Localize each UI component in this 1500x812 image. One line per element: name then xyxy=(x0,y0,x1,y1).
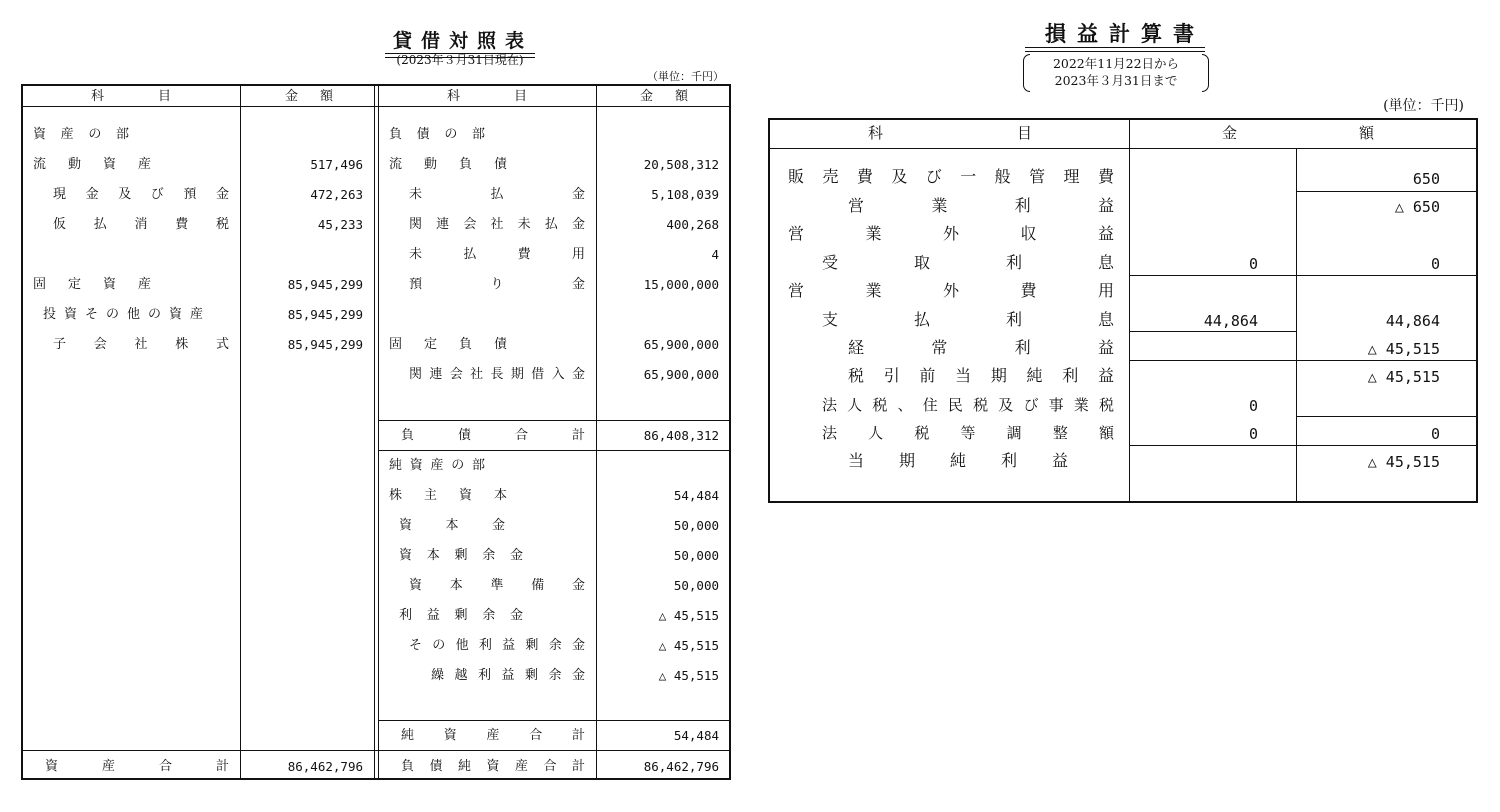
sga-total: 650 xyxy=(1412,170,1440,188)
capital-stock-label: 資本金 xyxy=(399,518,505,533)
income-statement-table xyxy=(768,118,1478,503)
affiliate-payable-amount: 400,268 xyxy=(666,217,719,232)
period-from: 2022年11月22日から xyxy=(1052,56,1180,71)
assets-total-label: 資産合計 xyxy=(45,759,229,774)
operating-income-total: △ 650 xyxy=(1394,198,1440,216)
capital-surplus-label: 資本剰余金 xyxy=(399,548,523,563)
income-taxes-label: 法人税、住民税及び事業税 xyxy=(822,396,1114,414)
pl-rule xyxy=(1129,445,1476,446)
bs-col-divider xyxy=(596,86,597,778)
subsidiary-shares-label: 子会社株式 xyxy=(53,337,229,352)
bs-header-rule xyxy=(23,106,729,107)
income-taxes-sub: 0 xyxy=(1248,397,1258,415)
current-assets-amount: 517,496 xyxy=(310,157,363,172)
fixed-assets-label: 固定資産 xyxy=(33,277,151,292)
other-retained-earnings-amount: △ 45,515 xyxy=(658,638,719,653)
pl-rule xyxy=(1296,191,1476,192)
other-retained-earnings-label: その他利益剰余金 xyxy=(409,638,585,653)
sga-label: 販売費及び一般管理費 xyxy=(788,167,1114,186)
income-statement-title: 損益計算書 xyxy=(1020,18,1210,48)
period-to: 2023年３月31日まで xyxy=(1054,73,1178,88)
accounts-payable-amount: 5,108,039 xyxy=(651,187,719,202)
investments-other-assets-amount: 85,945,299 xyxy=(287,307,363,322)
fixed-liabilities-label: 固定負債 xyxy=(389,337,507,352)
shareholders-equity-label: 株主資本 xyxy=(389,488,507,503)
bs-rule xyxy=(378,450,729,451)
bs-col-divider xyxy=(240,86,241,778)
balance-sheet-table xyxy=(21,84,731,780)
interest-received-total: 0 xyxy=(1430,255,1440,273)
pl-col-divider xyxy=(1296,148,1297,501)
affiliate-long-term-loan-amount: 65,900,000 xyxy=(643,367,719,382)
retained-earnings-carried-label: 繰越利益剰余金 xyxy=(431,668,585,683)
pl-header-subject: 科目 xyxy=(868,124,1032,142)
interest-received-label: 受取利息 xyxy=(822,253,1114,272)
bs-header-subject: 科目 xyxy=(91,89,171,104)
accounts-payable-label: 未払金 xyxy=(409,187,585,202)
liabilities-total-label: 負債合計 xyxy=(401,428,585,443)
tax-adjustment-total: 0 xyxy=(1430,425,1440,443)
income-statement-period xyxy=(1023,54,1209,90)
pl-header-rule xyxy=(770,148,1476,149)
subsidiary-shares-amount: 85,945,299 xyxy=(287,337,363,352)
current-assets-label: 流動資産 xyxy=(33,157,151,172)
capital-surplus-amount: 50,000 xyxy=(673,548,719,563)
right-bracket xyxy=(1202,54,1209,92)
interest-received-sub: 0 xyxy=(1248,255,1258,273)
interest-paid-total: 44,864 xyxy=(1385,312,1440,330)
pl-header-amount-2: 額 xyxy=(1359,124,1375,142)
left-bracket xyxy=(1023,54,1030,92)
bs-rule xyxy=(378,420,729,421)
bs-rule xyxy=(378,720,729,721)
deposits-received-label: 預り金 xyxy=(409,277,585,292)
accrued-expenses-amount: 4 xyxy=(711,247,719,262)
capital-reserve-label: 資本準備金 xyxy=(409,578,585,593)
bs-col-divider xyxy=(378,86,379,778)
pretax-income-label: 税引前当期純利益 xyxy=(848,366,1114,385)
investments-other-assets-label: 投資その他の資産 xyxy=(43,307,203,322)
bs-rule xyxy=(23,750,729,751)
pl-col-divider xyxy=(1129,120,1130,501)
tax-adjustment-label: 法人税等調整額 xyxy=(822,424,1114,442)
operating-income-label: 営業利益 xyxy=(848,196,1114,215)
balance-sheet-unit: （単位：千円） xyxy=(647,70,724,83)
capital-reserve-amount: 50,000 xyxy=(673,578,719,593)
non-operating-income-label: 営業外収益 xyxy=(788,224,1114,243)
pretax-income-total: △ 45,515 xyxy=(1367,368,1440,386)
net-assets-section-label: 純資産の部 xyxy=(389,458,485,473)
retained-earnings-label: 利益剰余金 xyxy=(399,608,523,623)
pl-header-amount-1: 金 xyxy=(1222,124,1238,142)
ordinary-income-total: △ 45,515 xyxy=(1367,340,1440,358)
current-liabilities-amount: 20,508,312 xyxy=(643,157,719,172)
bs-header-amount: 金額 xyxy=(640,89,688,104)
assets-section-label: 資産の部 xyxy=(33,127,129,142)
retained-earnings-carried-amount: △ 45,515 xyxy=(658,668,719,683)
cash-deposits-label: 現金及び預金 xyxy=(53,187,229,202)
balance-sheet-title: 貸借対照表 xyxy=(20,26,900,53)
deposits-received-amount: 15,000,000 xyxy=(643,277,719,292)
retained-earnings-amount: △ 45,515 xyxy=(658,608,719,623)
net-income-label: 当期純利益 xyxy=(848,451,1068,470)
non-operating-expenses-label: 営業外費用 xyxy=(788,281,1114,300)
accrued-expenses-label: 未払費用 xyxy=(409,247,585,262)
balance-sheet-date: (2023年３月31日現在) xyxy=(396,53,524,67)
cash-deposits-amount: 472,263 xyxy=(310,187,363,202)
net-assets-total-amount: 54,484 xyxy=(673,728,719,743)
pl-rule xyxy=(1129,331,1296,332)
net-income-total: △ 45,515 xyxy=(1367,453,1440,471)
bs-col-divider xyxy=(374,86,375,778)
liabilities-total-amount: 86,408,312 xyxy=(643,428,719,443)
fixed-liabilities-amount: 65,900,000 xyxy=(643,337,719,352)
pl-rule xyxy=(1296,416,1476,417)
liabilities-section-label: 負債の部 xyxy=(389,127,485,142)
income-statement-unit: (単位：千円) xyxy=(1383,98,1464,114)
tax-adjustment-sub: 0 xyxy=(1248,425,1258,443)
prepaid-consumption-tax-amount: 45,233 xyxy=(317,217,363,232)
bs-header-subject: 科目 xyxy=(447,89,527,104)
prepaid-consumption-tax-label: 仮払消費税 xyxy=(53,217,229,232)
fixed-assets-amount: 85,945,299 xyxy=(287,277,363,292)
interest-paid-sub: 44,864 xyxy=(1203,312,1258,330)
bs-header-amount: 金額 xyxy=(285,89,333,104)
liab-net-total-amount: 86,462,796 xyxy=(643,759,719,774)
pl-rule xyxy=(1129,275,1476,276)
shareholders-equity-amount: 54,484 xyxy=(673,488,719,503)
interest-paid-label: 支払利息 xyxy=(822,310,1114,329)
pl-rule xyxy=(1129,360,1476,361)
ordinary-income-label: 経常利益 xyxy=(848,338,1114,357)
affiliate-long-term-loan-label: 関連会社長期借入金 xyxy=(409,367,585,382)
net-assets-total-label: 純資産合計 xyxy=(401,728,585,743)
capital-stock-amount: 50,000 xyxy=(673,518,719,533)
assets-total-amount: 86,462,796 xyxy=(287,759,363,774)
liab-net-total-label: 負債純資産合計 xyxy=(401,759,585,774)
affiliate-payable-label: 関連会社未払金 xyxy=(409,217,585,232)
current-liabilities-label: 流動負債 xyxy=(389,157,507,172)
